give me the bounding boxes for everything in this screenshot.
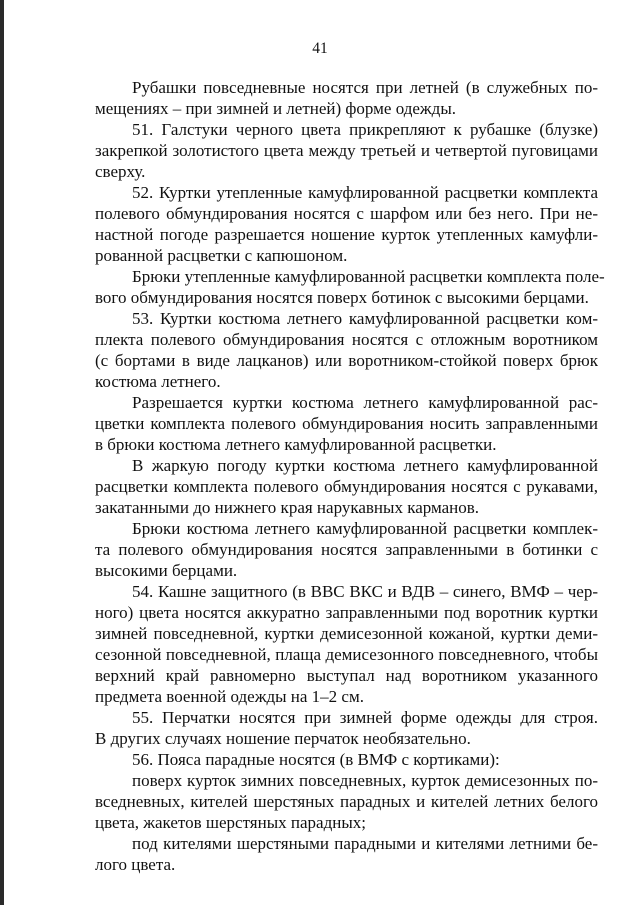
text-line: рованной расцветки с капюшоном. xyxy=(95,246,348,265)
text-line: сверху. xyxy=(95,162,146,181)
text-line: Разрешается куртки костюма летнего камуфлированной рас- xyxy=(132,393,598,412)
text-line: лого цвета. xyxy=(95,855,176,874)
text-line: В других случаях ношение перчаток необязательно. xyxy=(95,729,471,748)
text-line: 53. Куртки костюма летнего камуфлированной расцветки ком- xyxy=(132,309,598,328)
text-line: зимней повседневной, куртки демисезонной кожаной, куртки деми- xyxy=(95,624,598,643)
text-line: вседневных, кителей шерстяных парадных и кителей летних белого xyxy=(95,792,598,811)
text-line: верхний край равномерно выступал над воротником указанного xyxy=(95,666,598,685)
page-number: 41 xyxy=(312,40,328,57)
text-line: цветки комплекта полевого обмундирования носить заправленными xyxy=(95,414,598,433)
text-line: предмета военной одежды на 1–2 см. xyxy=(95,687,364,706)
text-line: 56. Пояса парадные носятся (в ВМФ с кортиками): xyxy=(132,750,500,769)
text-line: 55. Перчатки носятся при зимней форме одежды для строя. xyxy=(132,708,598,727)
text-line: в брюки костюма летнего камуфлированной расцветки. xyxy=(95,435,497,454)
text-line: закрепкой золотистого цвета между третьей и четвертой пуговицами xyxy=(95,141,598,160)
text-line: Брюки костюма летнего камуфлированной расцветки комплек- xyxy=(132,519,598,538)
text-line: костюма летнего. xyxy=(95,372,221,391)
text-line: настной погоде разрешается ношение курток утепленных камуфли- xyxy=(95,225,598,244)
text-line: плекта полевого обмундирования носятся с отложным воротником xyxy=(95,330,598,349)
text-line: расцветки комплекта полевого обмундирования носятся с рукавами, xyxy=(95,477,598,496)
text-line: вого обмундирования носятся поверх ботинок с высокими берцами. xyxy=(95,288,589,307)
text-line: Рубашки повседневные носятся при летней (в служебных по- xyxy=(132,78,598,97)
text-line: ного) цвета носятся аккуратно заправленными под воротник куртки xyxy=(95,603,598,622)
text-line: поверх курток зимних повседневных, курток демисезонных по- xyxy=(132,771,598,790)
text-line: закатанными до нижнего края нарукавных карманов. xyxy=(95,498,480,517)
text-line: 51. Галстуки черного цвета прикрепляют к рубашке (блузке) xyxy=(132,120,598,139)
text-line: 54. Кашне защитного (в ВВС ВКС и ВДВ – синего, ВМФ – чер- xyxy=(132,582,598,601)
text-line: 52. Куртки утепленные камуфлированной расцветки комплекта xyxy=(132,183,598,202)
text-line: полевого обмундирования носятся с шарфом или без него. При не- xyxy=(95,204,598,223)
text-line: высокими берцами. xyxy=(95,561,238,580)
text-line: мещениях – при зимней и летней) форме одежды. xyxy=(95,99,457,118)
text-line: под кителями шерстяными парадными и кителями летними бе- xyxy=(132,834,598,853)
text-line: сезонной повседневной, плаща демисезонного повседневного, чтобы xyxy=(95,645,598,664)
text-line: (с бортами в виде лацканов) или воротником-стойкой поверх брюк xyxy=(95,351,598,370)
text-line: В жаркую погоду куртки костюма летнего камуфлированной xyxy=(132,456,598,475)
text-line: цвета, жакетов шерстяных парадных; xyxy=(95,813,366,832)
page-edge-shadow xyxy=(0,0,4,905)
text-line: та полевого обмундирования носятся заправленными в ботинки с xyxy=(95,540,598,559)
text-line: Брюки утепленные камуфлированной расцветки комплекта поле- xyxy=(132,267,605,286)
